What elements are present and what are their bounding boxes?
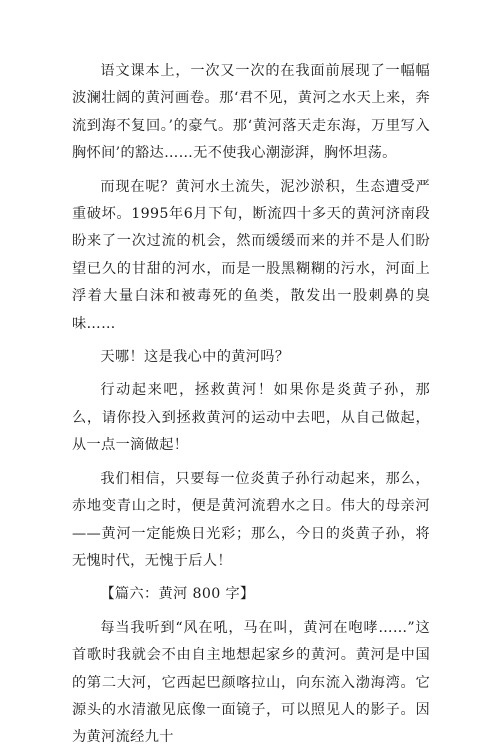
paragraph-belief: 我们相信，只要每一位炎黄子孙行动起来，那么，赤地变青山之时，便是黄河流碧水之日。伟大的母亲河——黄河一定能焕日光彩；那么，今日的炎黄子孙，将无愧时代，无愧于后人！ — [72, 470, 430, 569]
paragraph-call-to-action: 行动起来吧，拯救黄河！如果你是炎黄子孙，那么，请你投入到拯救黄河的运动中去吧，从自己做起，从一点一滴做起！ — [72, 382, 430, 454]
section-heading: 【篇六：黄河 800 字】 — [100, 586, 255, 603]
paragraph-song-memory: 每当我听到“风在吼，马在叫，黄河在咆哮……”这首歌时我就会不由自主地想起家乡的黄河。黄河是中国的第二大河，它西起巴颜喀拉山，向东流入渤海湾。它源头的水清澈见底像一面镜子，可以照见人的影子。因为黄河流经九十 — [72, 619, 430, 746]
paragraph-yellow-river-poems: 语文课本上，一次又一次的在我面前展现了一幅幅波澜壮阔的黄河画卷。那‘君不见，黄河之水天上来，奔流到海不复回。’的豪气。那‘黄河落天走东海，万里写入胸怀间’的豁达……无不使我心潮澎湃，胸怀坦荡。 — [72, 63, 430, 162]
paragraph-pollution: 而现在呢？黄河水土流失，泥沙淤积，生态遭受严重破坏。1995年6月下旬，断流四十多天的黄河济南段盼来了一次过流的机会，然而缓缓而来的并不是人们盼望已久的甘甜的河水，而是一股黑糊糊的污水，河面上浮着大量白沫和被毒死的鱼类，散发出一股刺鼻的臭味…… — [72, 178, 430, 332]
document-page — [72, 58, 430, 752]
paragraph-exclamation: 天哪！这是我心中的黄河吗？ — [100, 349, 290, 366]
